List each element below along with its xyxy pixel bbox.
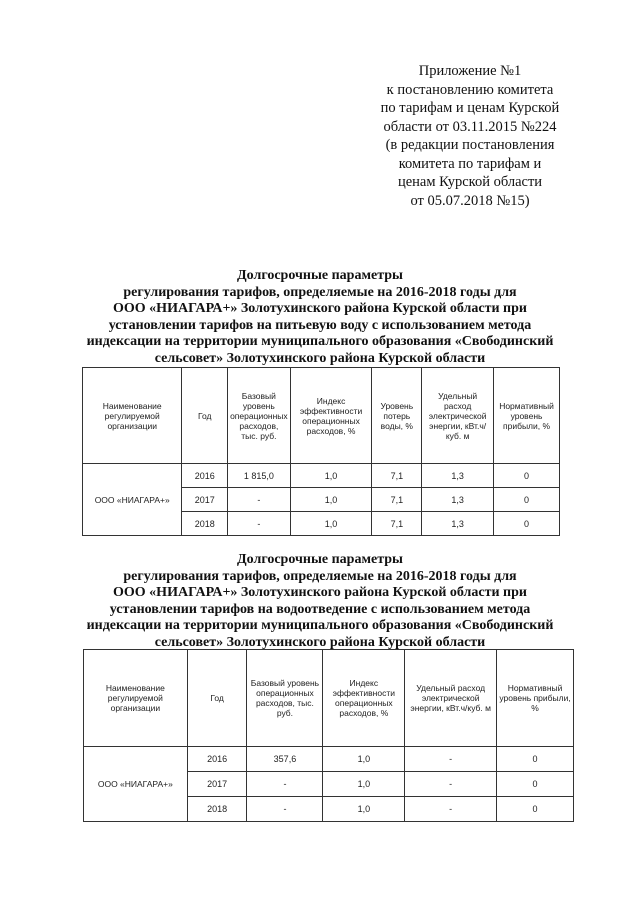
appendix-header [360,62,580,210]
title-line: Долгосрочные параметры [237,552,403,567]
title-line: ООО «НИАГАРА+» Золотухинского района Курской области при [113,301,527,316]
title-line: индексации на территории муниципального образования «Свободинский [86,618,554,633]
value-cell: 0 [494,464,560,488]
year-cell: 2016 [182,464,228,488]
value-cell: 0 [494,488,560,512]
header-cell: Удельный расход электрической энергии, кВт.ч/куб. м [422,368,494,464]
year-cell: 2016 [187,747,247,772]
title-line: сельсовет» Золотухинского района Курской области [154,634,486,650]
appendix-line: ценам Курской области [397,174,543,190]
table-row [83,464,560,488]
table-header-row [84,650,574,747]
value-cell: 1,0 [323,772,405,797]
year-cell: 2017 [182,488,228,512]
value-cell: 1,0 [290,464,372,488]
title-line: ООО «НИАГАРА+» Золотухинского района Курской области при [113,585,527,600]
value-cell: - [405,772,497,797]
title-line: установлении тарифов на питьевую воду с использованием метода [108,317,532,333]
appendix-line: комитета по тарифам и [398,155,542,172]
value-cell: 7,1 [372,512,422,536]
value-cell: 7,1 [372,488,422,512]
table-header-row [83,368,560,464]
value-cell: - [405,747,497,772]
section2-title [60,552,580,651]
value-cell: 1,3 [422,512,494,536]
title-line: Долгосрочные параметры [237,268,403,283]
appendix-line: по тарифам и ценам Курской [380,100,560,116]
year-cell: 2018 [187,797,247,822]
header-cell: Базовый уровень операционных расходов, тыс. руб. [247,650,323,747]
value-cell: 1,3 [422,464,494,488]
value-cell: 0 [497,772,574,797]
title-line: регулирования тарифов, определяемые на 2016-2018 годы для [123,284,517,300]
value-cell: 1,0 [290,512,372,536]
appendix-line: Приложение №1 [418,63,522,79]
section1-title [60,268,580,367]
appendix-line: области от 03.11.2015 №224 [383,118,557,135]
header-cell: Индекс эффективности операционных расходов, % [323,650,405,747]
value-cell: 0 [497,797,574,822]
header-cell: Уровень потерь воды, % [372,368,422,464]
header-cell: Год [182,368,228,464]
table-row [84,747,574,772]
value-cell: - [228,512,291,536]
org-name-cell: ООО «НИАГАРА+» [83,464,182,536]
header-cell: Наименование регулируемой организации [83,368,182,464]
value-cell: 0 [497,747,574,772]
appendix-line: к постановлению комитета [386,81,554,98]
year-cell: 2017 [187,772,247,797]
value-cell: 1,0 [323,797,405,822]
value-cell: 1 815,0 [228,464,291,488]
section2-table [83,649,574,822]
value-cell: - [247,772,323,797]
value-cell: 357,6 [247,747,323,772]
header-cell: Индекс эффективности операционных расходов, % [290,368,372,464]
header-cell: Нормативный уровень прибыли, % [497,650,574,747]
header-cell: Нормативный уровень прибыли, % [494,368,560,464]
section1-table [82,367,560,536]
header-cell: Год [187,650,247,747]
title-line: индексации на территории муниципального образования «Свободинский [86,334,554,349]
header-cell: Базовый уровень операционных расходов, тыс. руб. [228,368,291,464]
value-cell: 7,1 [372,464,422,488]
header-cell: Удельный расход электрической энергии, кВт.ч/куб. м [405,650,497,747]
year-cell: 2018 [182,512,228,536]
title-line: регулирования тарифов, определяемые на 2016-2018 годы для [123,568,517,584]
org-name-cell: ООО «НИАГАРА+» [84,747,188,822]
title-line: установлении тарифов на водоотведение с использованием метода [109,601,531,617]
appendix-line: от 05.07.2018 №15) [410,192,530,209]
value-cell: 0 [494,512,560,536]
value-cell: 1,3 [422,488,494,512]
value-cell: 1,0 [323,747,405,772]
value-cell: - [228,488,291,512]
title-line: сельсовет» Золотухинского района Курской области [154,350,486,366]
value-cell: - [247,797,323,822]
appendix-line: (в редакции постановления [385,137,555,153]
value-cell: 1,0 [290,488,372,512]
value-cell: - [405,797,497,822]
header-cell: Наименование регулируемой организации [84,650,188,747]
